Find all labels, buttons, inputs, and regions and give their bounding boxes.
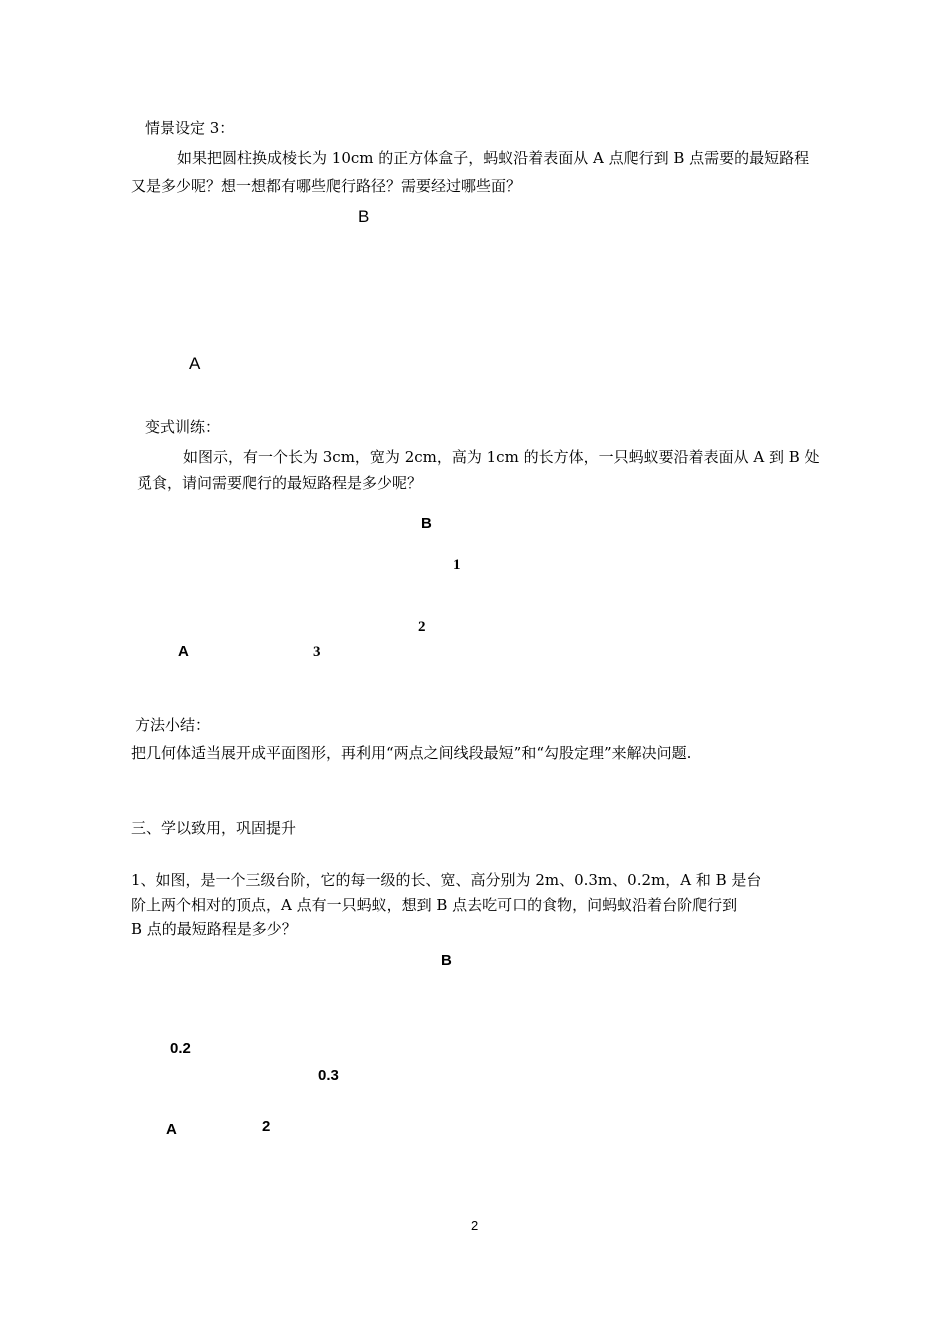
- section3-heading: 三、学以致用，巩固提升: [131, 819, 297, 837]
- problem1-text-line1: 1、如图，是一个三级台阶，它的每一级的长、宽、高分别为 2m、0.3m、0.2m，A 和 B 是台: [131, 871, 762, 889]
- variant-text-line1: 如图示，有一个长为 3cm，宽为 2cm，高为 1cm 的长方体，一只蚂蚁要沿着表面从 A 到 B 处: [183, 448, 820, 466]
- cuboid-label-b: B: [421, 515, 432, 532]
- scene3-text-line2: 又是多少呢？想一想都有哪些爬行路径？需要经过哪些面？: [131, 177, 522, 195]
- scene3-text-line1: 如果把圆柱换成棱长为 10cm 的正方体盒子，蚂蚁沿着表面从 A 点爬行到 B 点需要的最短路程: [177, 149, 810, 167]
- stairs-label-b: B: [441, 952, 452, 969]
- variant-heading: 变式训练：: [145, 418, 221, 436]
- cube-label-b: B: [358, 207, 370, 226]
- stairs-label-height: 0.2: [170, 1040, 191, 1057]
- problem1-text-line2: 阶上两个相对的顶点，A 点有一只蚂蚁，想到 B 点去吃可口的食物，问蚂蚁沿着台阶爬行到: [131, 896, 738, 914]
- cuboid-label-height: 1: [453, 557, 461, 573]
- summary-heading: 方法小结：: [135, 716, 211, 734]
- stairs-label-width: 0.3: [318, 1067, 339, 1084]
- variant-text-line2: 觅食，请问需要爬行的最短路程是多少呢？: [137, 474, 423, 492]
- scene3-heading: 情景设定 3：: [145, 119, 235, 137]
- cuboid-label-length: 3: [313, 644, 321, 660]
- cube-label-a: A: [189, 354, 201, 373]
- cuboid-label-width: 2: [418, 619, 426, 635]
- stairs-label-a: A: [166, 1121, 177, 1138]
- stairs-label-length: 2: [262, 1118, 271, 1135]
- problem1-text-line3: B 点的最短路程是多少？: [131, 920, 297, 938]
- summary-text: 把几何体适当展开成平面图形，再利用“两点之间线段最短”和“勾股定理”来解决问题.: [131, 744, 692, 762]
- page-number: 2: [471, 1218, 479, 1233]
- cuboid-label-a: A: [178, 643, 189, 660]
